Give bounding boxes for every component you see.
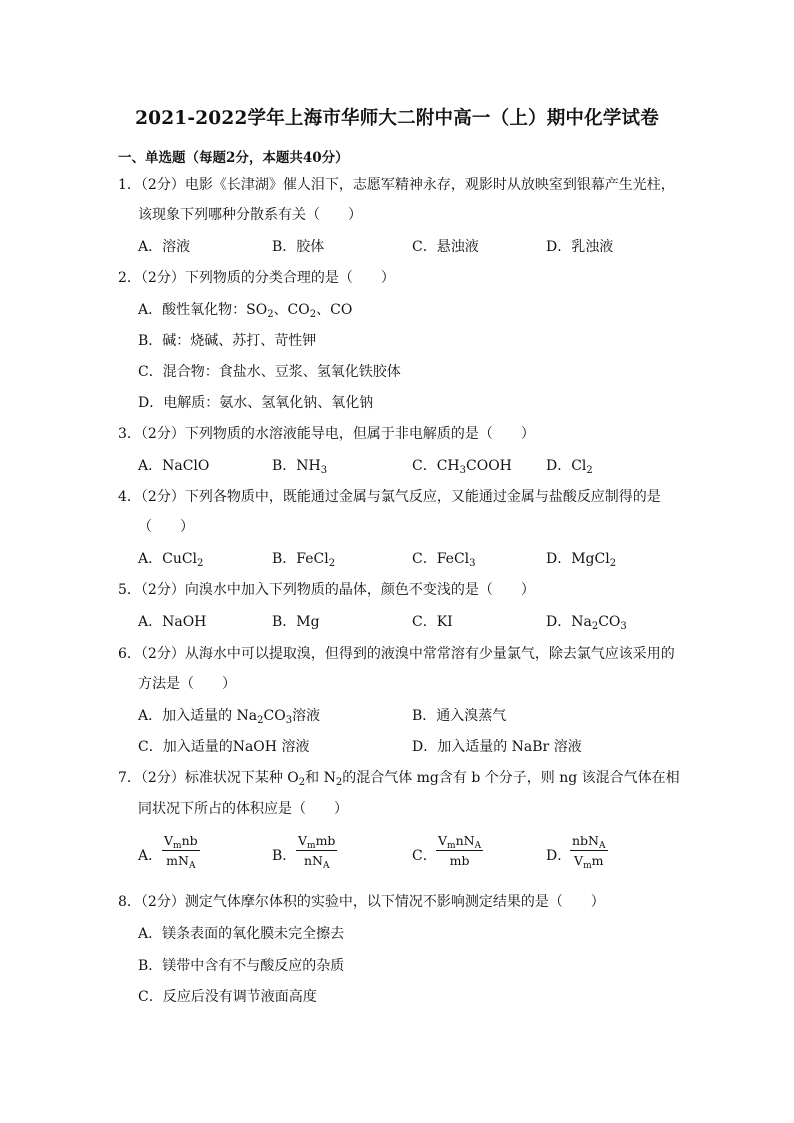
section-heading: 一、单选题（每题2分，本题共40分） (118, 150, 349, 166)
question-8-text: 8．（2分）测定气体摩尔体积的实验中，以下情况不影响测定结果的是（ ） (118, 894, 605, 910)
question-7-options: A． $V_mnb$ $mN_A$ B． $V_mmb$ $nN_A$ C． $V_mnN_A$ mb D． nbN$_A$ $V_mm$ (138, 833, 606, 871)
option-b[interactable]: B．通入溴蒸气 (412, 708, 507, 724)
option-c[interactable]: C．$CH_3COOH$ (412, 458, 512, 476)
question-5-options (138, 613, 698, 631)
exam-title: 2021-2022学年上海市华师大二附中高一（上）期中化学试卷 (135, 108, 659, 129)
option-d[interactable]: D．加入适量的 NaBr 溶液 (412, 739, 582, 755)
question-1-text: 1．（2分）电影《长津湖》催人泪下，志愿军精神永存，观影时从放映室到银幕产生光柱， (118, 177, 675, 193)
question-1-options (138, 238, 698, 256)
option-b[interactable]: B．FeCl$_2$ (272, 551, 336, 569)
question-4-options (138, 550, 698, 568)
fraction-c: $V_mnN_A$ mb (438, 833, 482, 868)
option-a[interactable]: A．溶液 (138, 239, 191, 255)
question-4-text-cont: （ ） (138, 519, 194, 535)
option-a[interactable]: A．加入适量的 $Na_2CO_3$溶液 (138, 708, 321, 726)
question-2-text: 2．（2分）下列物质的分类合理的是（ ） (118, 270, 395, 286)
question-3-text: 3．（2分）下列物质的水溶液能导电，但属于非电解质的是（ ） (118, 426, 535, 442)
question-5-text: 5．（2分）向溴水中加入下列物质的晶体，颜色不变浅的是（ ） (118, 582, 535, 598)
option-d[interactable]: D．MgCl$_2$ (546, 551, 617, 569)
question-2-option-c[interactable]: C．混合物：食盐水、豆浆、氢氧化铁胶体 (138, 364, 401, 380)
question-7-text: 7．（2分）标准状况下某种 $O_2$和 $N_2$的混合气体 mg含有 b 个分子，则 ng 该混合气体在相 (118, 770, 680, 788)
question-3-options (138, 457, 698, 475)
option-d[interactable]: D．$Cl_2$ (546, 458, 593, 476)
option-a[interactable]: A．NaClO (138, 458, 210, 474)
option-b[interactable]: B．胶体 (272, 239, 325, 255)
question-2-option-d[interactable]: D．电解质：氨水、氢氧化钠、氧化钠 (138, 395, 374, 411)
fraction-d: nbN$_A$ $V_mm$ (572, 833, 606, 871)
question-7-text-cont: 同状况下所占的体积应是（ ） (138, 801, 348, 817)
option-d[interactable]: D．$Na_2CO_3$ (546, 614, 627, 632)
fraction-b: $V_mmb$ $nN_A$ (298, 833, 336, 871)
question-8-option-a[interactable]: A．镁条表面的氧化膜未完全擦去 (138, 926, 345, 942)
option-c[interactable]: C．悬浊液 (412, 239, 479, 255)
question-8-option-c[interactable]: C．反应后没有调节液面高度 (138, 989, 317, 1005)
option-c[interactable]: C．KI (412, 614, 453, 630)
fraction-a: $V_mnb$ $mN_A$ (164, 833, 198, 871)
option-a[interactable]: A．CuCl$_2$ (138, 551, 204, 569)
question-6-options-row2 (138, 738, 698, 756)
question-1-text-cont: 该现象下列哪种分散系有关（ ） (138, 207, 362, 223)
question-6-text: 6．（2分）从海水中可以提取溴，但得到的液溴中常常溶有少量氯气，除去氯气应该采用的 (118, 646, 675, 662)
option-c[interactable]: C．FeCl$_3$ (412, 551, 476, 569)
question-8-option-b[interactable]: B．镁带中含有不与酸反应的杂质 (138, 958, 345, 974)
option-d[interactable]: D．乳浊液 (546, 239, 614, 255)
option-a[interactable]: A．NaOH (138, 614, 207, 630)
question-2-option-b[interactable]: B．碱：烧碱、苏打、苛性钾 (138, 333, 317, 349)
question-6-options-row1 (138, 707, 698, 725)
option-c[interactable]: C．加入适量的NaOH 溶液 (138, 739, 310, 755)
question-4-text: 4．（2分）下列各物质中，既能通过金属与氯气反应，又能通过金属与盐酸反应制得的是 (118, 489, 661, 505)
question-2-option-a[interactable]: A．酸性氧化物：$SO_2$、$CO_2$、CO (138, 302, 353, 320)
option-b[interactable]: B．Mg (272, 614, 320, 630)
question-6-text-cont: 方法是（ ） (138, 676, 236, 692)
option-b[interactable]: B．$NH_3$ (272, 458, 328, 476)
